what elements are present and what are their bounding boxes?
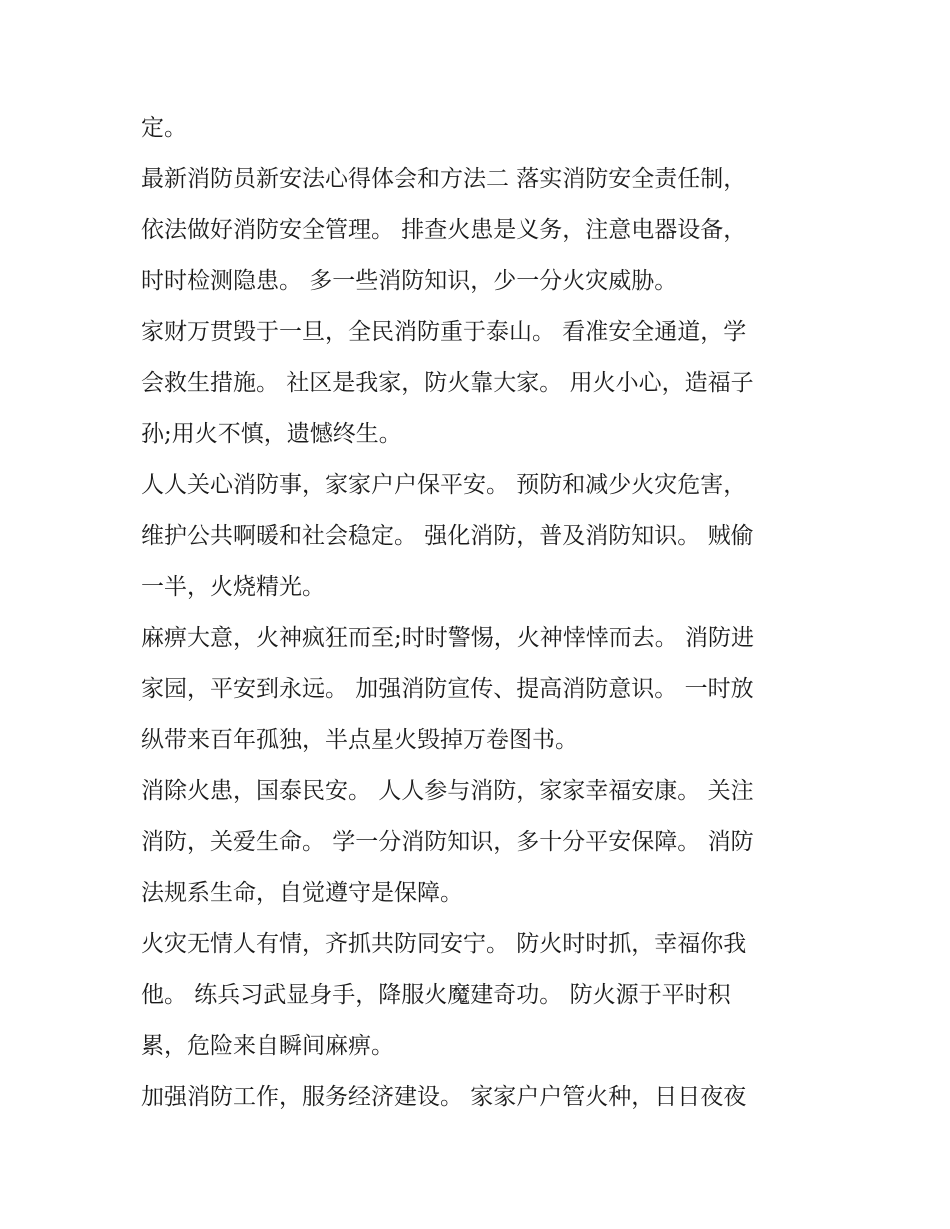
text-line: 时时检测隐患。 多一些消防知识，少一分火灾威胁。 — [141, 268, 678, 294]
document-body — [141, 103, 821, 1123]
text-line: 孙;用火不慎，遗憾终生。 — [141, 421, 402, 447]
text-line: 家园，平安到永远。 加强消防宣传、提高消防意识。 一时放 — [141, 676, 754, 702]
text-line: 累，危险来自瞬间麻痹。 — [141, 1033, 394, 1059]
text-line: 火灾无情人有情，齐抓共防同安宁。 防火时时抓，幸福你我 — [141, 931, 747, 957]
text-line: 一半，火烧精光。 — [141, 574, 325, 600]
text-line: 他。 练兵习武显身手，降服火魔建奇功。 防火源于平时积 — [141, 982, 731, 1008]
text-line: 最新消防员新安法心得体会和方法二 落实消防安全责任制， — [141, 166, 747, 192]
text-line: 家财万贯毁于一旦，全民消防重于泰山。 看准安全通道，学 — [141, 319, 747, 345]
text-line: 维护公共啊暖和社会稳定。 强化消防，普及消防知识。 贼偷 — [141, 523, 754, 549]
text-line: 麻痹大意，火神疯狂而至;时时警惕，火神悻悻而去。 消防进 — [141, 625, 755, 651]
text-line: 消除火患，国泰民安。 人人参与消防，家家幸福安康。 关注 — [141, 778, 754, 804]
text-line: 纵带来百年孤独，半点星火毁掉万卷图书。 — [141, 727, 578, 753]
text-line: 加强消防工作，服务经济建设。 家家户户管火种，日日夜夜 — [141, 1084, 747, 1110]
text-line: 消防，关爱生命。 学一分消防知识，多十分平安保障。 消防 — [141, 829, 754, 855]
text-line: 人人关心消防事，家家户户保平安。 预防和减少火灾危害， — [141, 472, 747, 498]
text-line: 法规系生命，自觉遵守是保障。 — [141, 880, 463, 906]
text-line: 会救生措施。 社区是我家，防火靠大家。 用火小心，造福子 — [141, 370, 754, 396]
text-line: 依法做好消防安全管理。 排查火患是义务，注意电器设备， — [141, 217, 747, 243]
text-line: 定。 — [141, 115, 187, 141]
